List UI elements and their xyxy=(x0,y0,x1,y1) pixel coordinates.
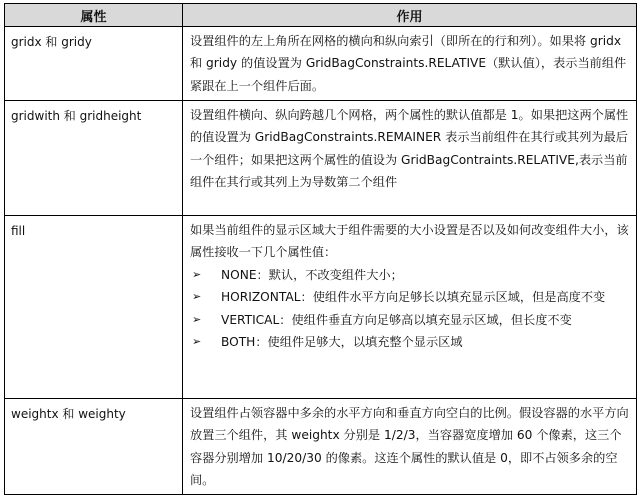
fill-options-list xyxy=(190,264,632,354)
arrow-bullet-icon: ➢ xyxy=(192,267,202,281)
list-item xyxy=(190,286,632,308)
description-text: 设置组件的左上角所在网格的横向和纵向索引（即所在的行和列）。如果将 gridx 和 gridy 的值设置为 GridBagConstraints.RELATIVE（默认值），表示当前组件紧跟在上一个组件后面。 xyxy=(190,34,627,93)
arrow-bullet-icon: ➢ xyxy=(192,335,202,349)
property-name: gridwith 和 gridheight xyxy=(5,101,183,216)
description-text: 如果当前组件的显示区域大于组件需要的大小设置是否以及如何改变组件大小，该属性接收一下几个属性值： xyxy=(190,223,629,260)
attribute-table xyxy=(4,3,637,495)
table-header-row xyxy=(5,4,637,27)
list-item xyxy=(190,264,632,286)
list-item-text: VERTICAL：使组件垂直方向足够高以填充显示区域，但长度不变 xyxy=(221,312,572,327)
table-row xyxy=(5,216,637,399)
table-row xyxy=(5,27,637,101)
list-item xyxy=(190,331,632,353)
list-item-text: HORIZONTAL：使组件水平方向足够长以填充显示区域，但是高度不变 xyxy=(221,290,606,305)
list-item xyxy=(190,309,632,331)
arrow-bullet-icon: ➢ xyxy=(192,290,202,304)
document-page xyxy=(4,3,637,495)
description-text: 设置组件占领容器中多余的水平方向和垂直方向空白的比例。假设容器的水平方向放置三个组件，其 weightx 分别是 1/2/3，当容器宽度增加 60 个像素，这三个容器分别增加 10/20/30 的像素。这连个属性的默认值是 0，即不占领多余的空间。 xyxy=(190,406,629,488)
list-item-text: NONE：默认，不改变组件大小； xyxy=(221,267,403,282)
property-name: weightx 和 weighty xyxy=(5,399,183,495)
arrow-bullet-icon: ➢ xyxy=(192,312,202,326)
property-description xyxy=(183,399,637,495)
property-description xyxy=(183,27,637,101)
list-item-text: BOTH：使组件足够大，以填充整个显示区域 xyxy=(221,335,463,350)
description-text: 设置组件横向、纵向跨越几个网格，两个属性的默认值都是 1。如果把这两个属性的值设置为 GridBagConstraints.REMAINER 表示当前组件在其行或其列为最后一个组件；如果把这两个属性的值设为 GridBagContraints.RELATIVE,表示当前组件在其行或其列上为导数第二个组件 xyxy=(190,108,629,190)
property-description xyxy=(183,216,637,399)
header-function: 作用 xyxy=(183,4,637,27)
header-property: 属性 xyxy=(5,4,183,27)
property-name: fill xyxy=(5,216,183,399)
table-row xyxy=(5,399,637,495)
property-description xyxy=(183,101,637,216)
property-name: gridx 和 gridy xyxy=(5,27,183,101)
table-row xyxy=(5,101,637,216)
